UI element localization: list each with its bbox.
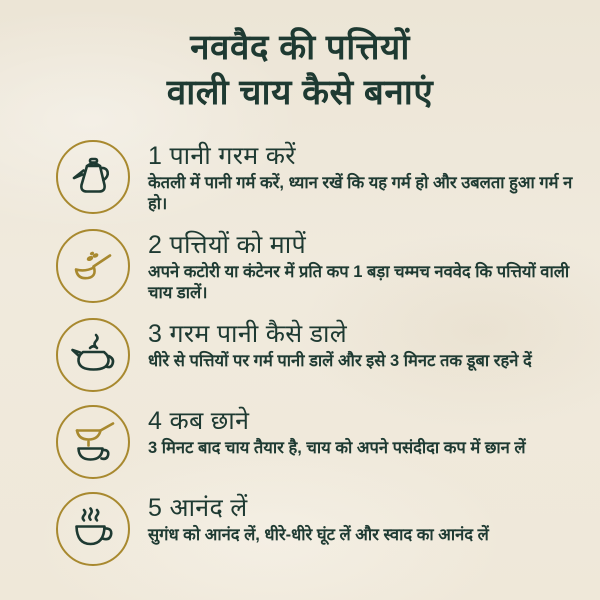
step-5-heading: 5 आनंद लें [148,493,248,522]
steps-list [0,140,600,566]
step-2-text [148,229,584,305]
step-2-heading: 2 पत्तियों को मापें [148,230,306,259]
step-3-pour-hot-water [0,318,600,392]
step-2-description: अपने कटोरी या कंटेनर में प्रति कप 1 बड़ा चम्मच नववेद कि पत्तियों वाली चाय डालें। [148,263,570,303]
step-1-heat-water [0,140,600,216]
step-3-heading: 3 गरम पानी कैसे डाले [148,319,348,348]
step-3-text [148,318,584,373]
strainer-over-cup-icon [69,418,117,466]
step-4-strain [0,405,600,479]
steaming-teapot-icon [69,331,117,379]
step-1-heading: 1 पानी गरम करें [148,141,296,170]
step-3-description: धीरे से पत्तियों पर गर्म पानी डालें और इसे 3 मिनट तक डूबा रहने दें [148,352,532,371]
step-4-heading: 4 कब छाने [148,406,250,435]
steaming-cup-icon [69,505,117,553]
step-4-text [148,405,584,460]
page-title [0,26,600,116]
spoon-with-leaves-icon [69,242,117,290]
step-2-measure-leaves [0,229,600,305]
kettle-icon [69,153,117,201]
step-4-icon-circle [56,405,130,479]
step-3-icon-circle [56,318,130,392]
step-5-description: सुगंध को आनंद लें, धीरे-धीरे घूंट लें और स्वाद का आनंद लें [148,526,489,545]
step-1-icon-circle [56,140,130,214]
step-2-icon-circle [56,229,130,303]
page-title-line-2: वाली चाय कैसे बनाएं [166,72,434,112]
step-1-text [148,140,584,216]
page-title-line-1: नववैद की पत्तियों [190,28,410,67]
step-5-icon-circle [56,492,130,566]
step-1-description: केतली में पानी गर्म करें, ध्यान रखें कि यह गर्म हो और उबलता हुआ गर्म न हो। [148,174,573,214]
step-4-description: 3 मिनट बाद चाय तैयार है, चाय को अपने पसंदीदा कप में छान लें [148,439,526,458]
step-5-enjoy [0,492,600,566]
step-5-text [148,492,584,547]
